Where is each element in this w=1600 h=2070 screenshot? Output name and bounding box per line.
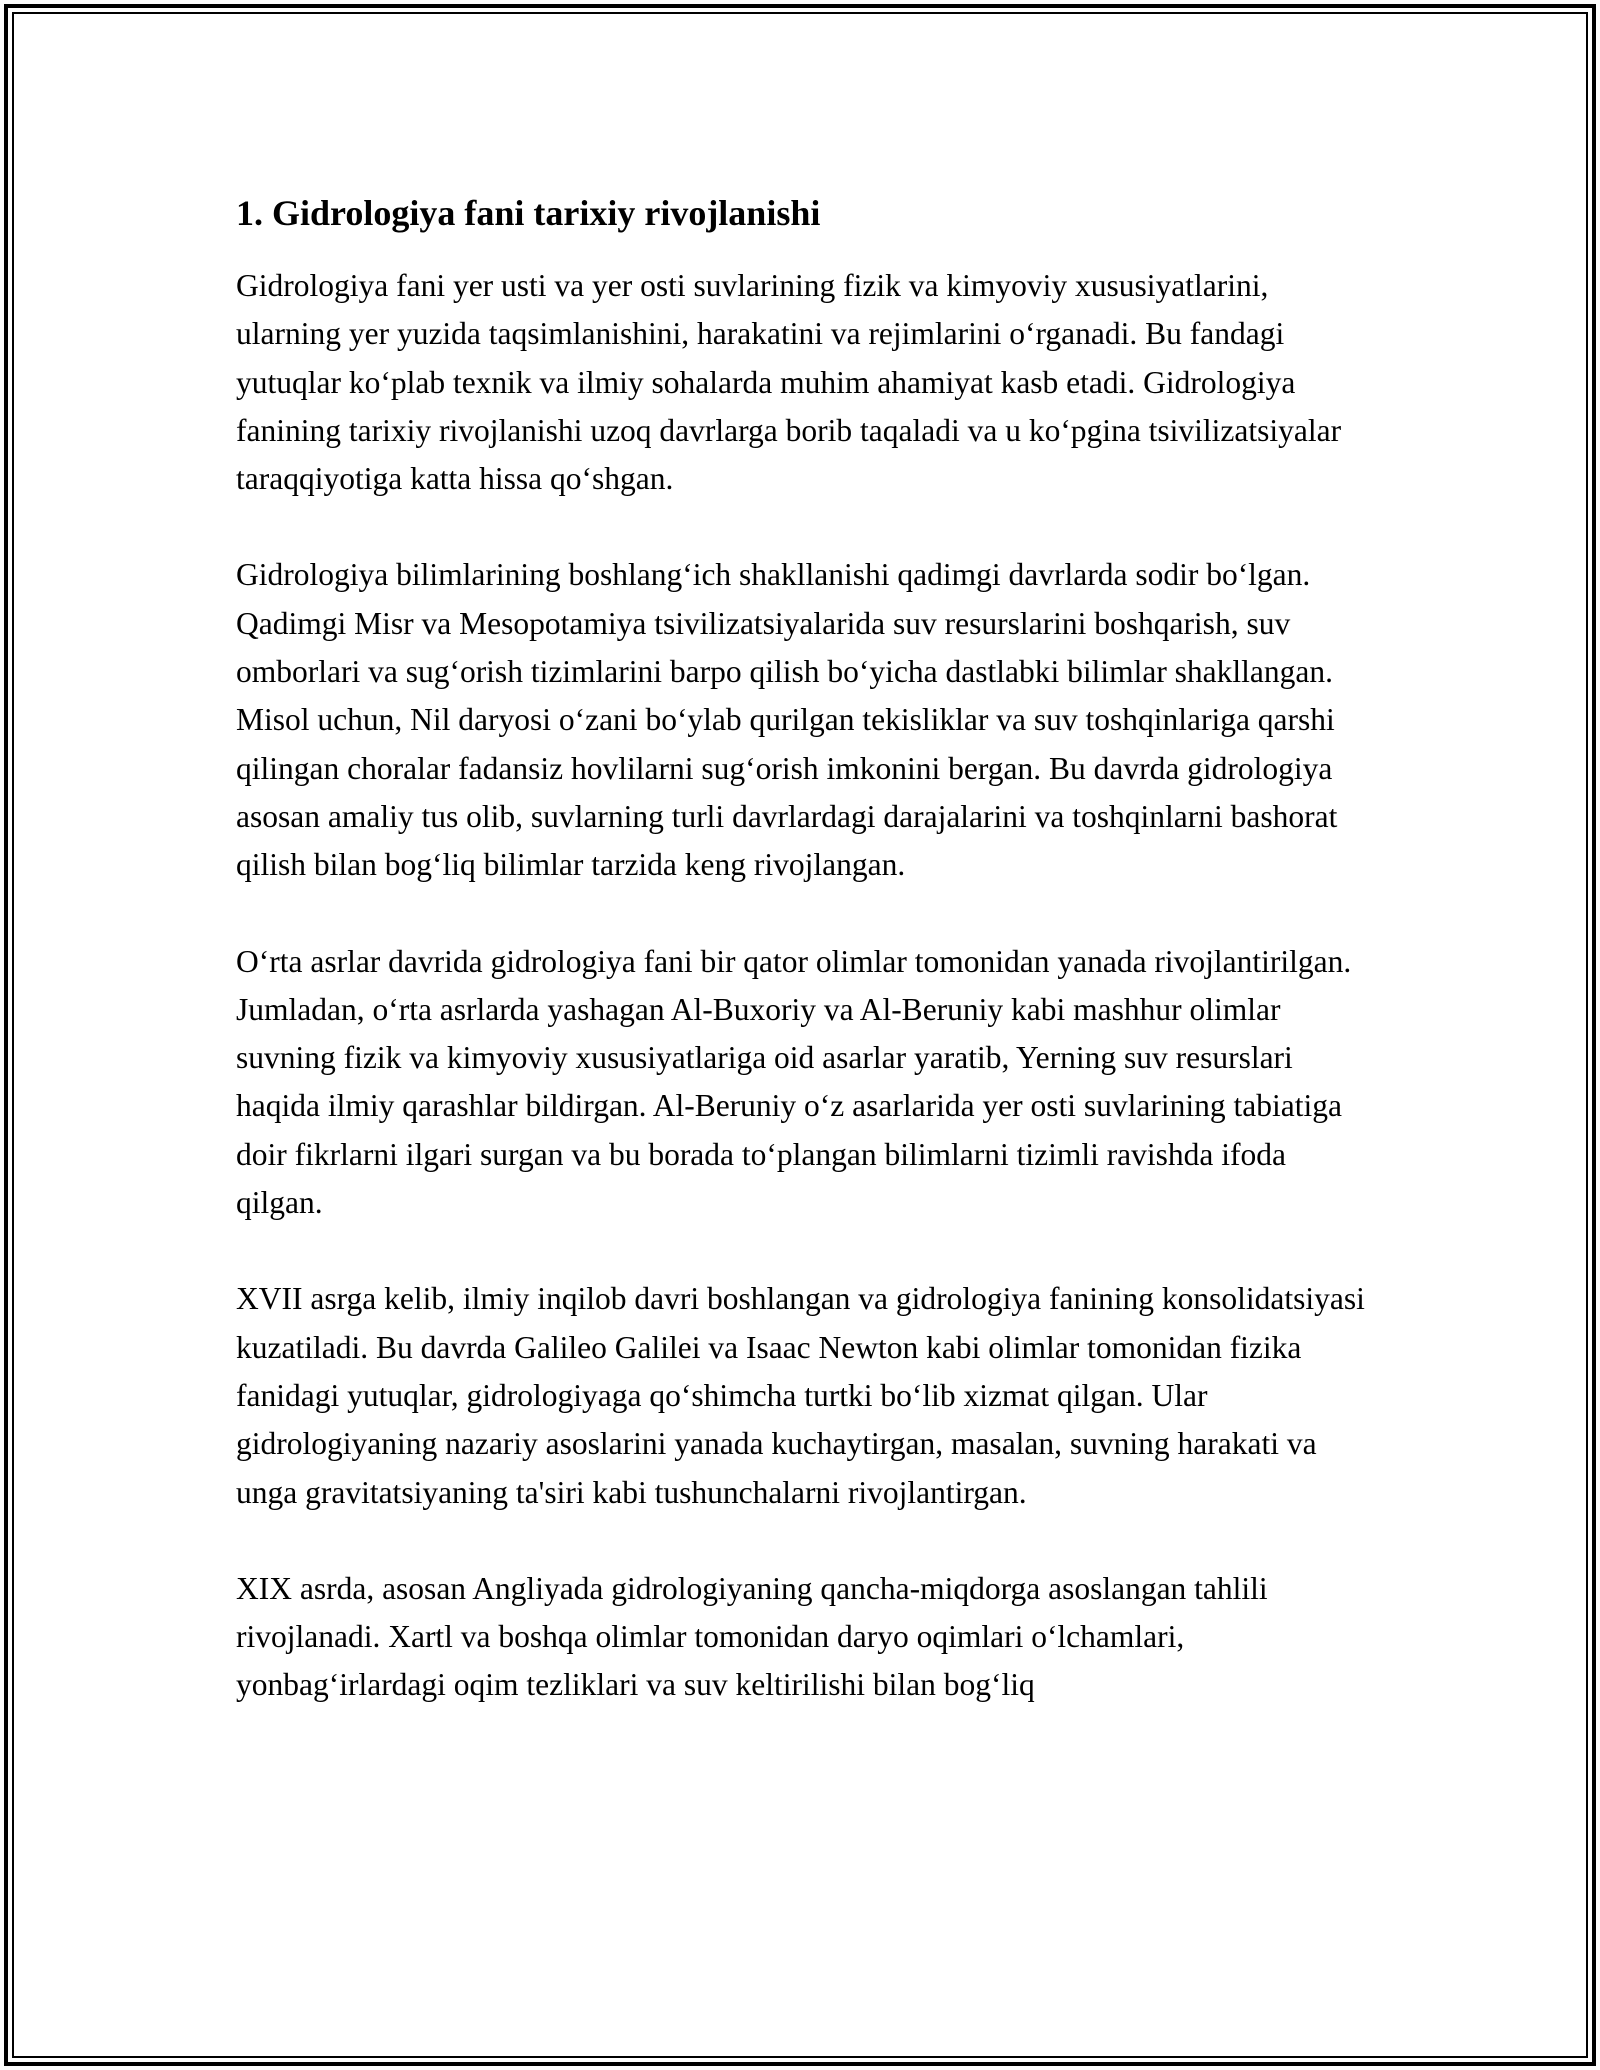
paragraph-17th-century: XVII asrga kelib, ilmiy inqilob davri boshlangan va gidrologiya fanining konsolidatsiyasi kuzatiladi. Bu davrda Galileo Galilei va Isaac Newton kabi olimlar tomonidan fizika fanidagi yutuqlar, gidrologiyaga qo‘shimcha turtki bo‘lib xizmat qilgan. Ular gidrologiyaning nazariy asoslarini yanada kuchaytirgan, masalan, suvning harakati va unga gravitatsiyaning ta'siri kabi tushunchalarni rivojlantirgan. [236, 1281, 1365, 1510]
document-body [236, 186, 1366, 1758]
paragraph-19th-century: XIX asrda, asosan Angliyada gidrologiyaning qancha-miqdorga asoslangan tahlili rivojlanadi. Xartl va boshqa olimlar tomonidan daryo oqimlari o‘lchamlari, yonbag‘irlardagi oqim tezliklari va suv keltirilishi bilan bog‘liq [236, 1570, 1268, 1703]
paragraph-ancient: Gidrologiya bilimlarining boshlang‘ich shakllanishi qadimgi davrlarda sodir bo‘lgan. Qadimgi Misr va Mesopotamiya tsivilizatsiyalarida suv resurslarini boshqarish, suv omborlari va sug‘orish tizimlarini barpo qilish bo‘yicha dastlabki bilimlar shakllangan. Misol uchun, Nil daryosi o‘zani bo‘ylab qurilgan tekisliklar va suv toshqinlariga qarshi qilingan choralar fadansiz hovlilarni sug‘orish imkonini bergan. Bu davrda gidrologiya asosan amaliy tus olib, suvlarning turli davrlardagi darajalarini va toshqinlarni bashorat qilish bilan bog‘liq bilimlar tarzida keng rivojlangan. [236, 557, 1338, 883]
paragraph-middle-ages: O‘rta asrlar davrida gidrologiya fani bir qator olimlar tomonidan yanada rivojlantirilgan. Jumladan, o‘rta asrlarda yashagan Al-Buxoriy va Al-Beruniy kabi mashhur olimlar suvning fizik va kimyoviy xususiyatlariga oid asarlar yaratib, Yerning suv resurslari haqida ilmiy qarashlar bildirgan. Al-Beruniy o‘z asarlarida yer osti suvlarining tabiatiga doir fikrlarni ilgari surgan va bu borada to‘plangan bilimlarni tizimli ravishda ifoda qilgan. [236, 943, 1352, 1221]
paragraph-intro: Gidrologiya fani yer usti va yer osti suvlarining fizik va kimyoviy xususiyatlarini, ularning yer yuzida taqsimlanishini, harakatini va rejimlarini o‘rganadi. Bu fandagi yutuqlar ko‘plab texnik va ilmiy sohalarda muhim ahamiyat kasb etadi. Gidrologiya fanining tarixiy rivojlanishi uzoq davrlarga borib taqaladi va u ko‘pgina tsivilizatsiyalar taraqqiyotiga katta hissa qo‘shgan. [236, 268, 1342, 497]
document-title: 1. Gidrologiya fani tarixiy rivojlanishi [236, 193, 821, 233]
